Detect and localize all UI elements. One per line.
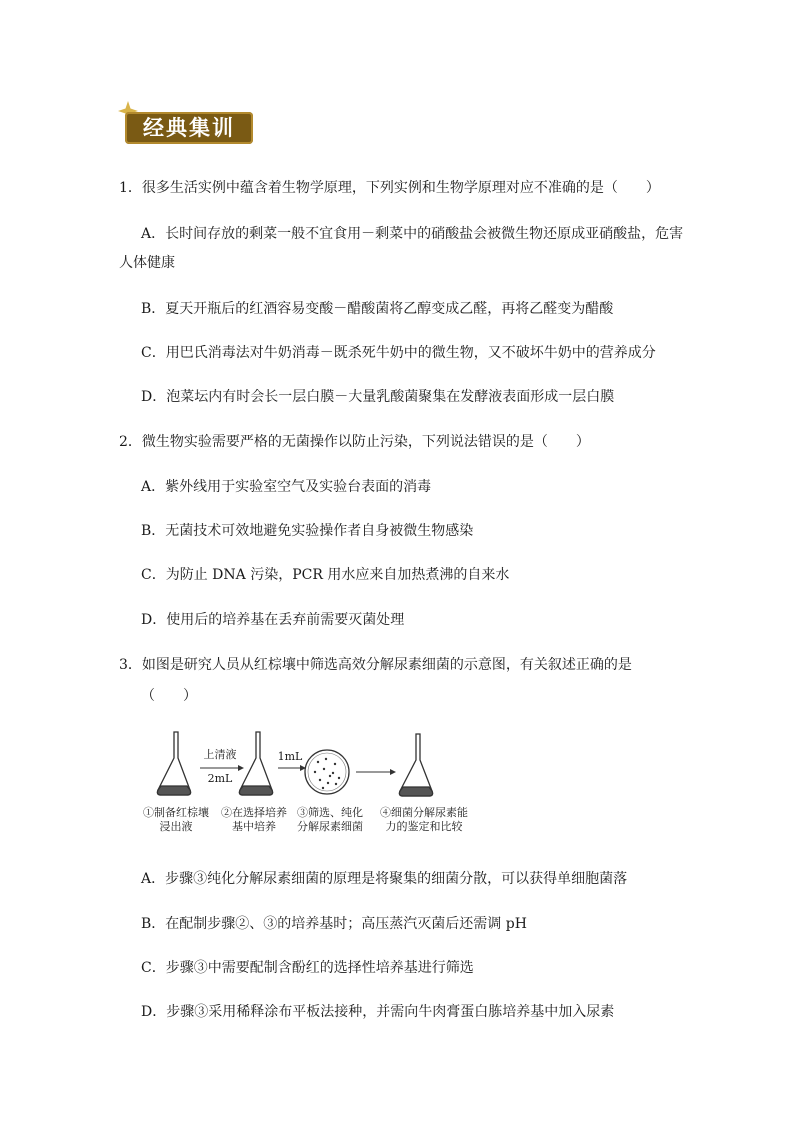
flask-3-icon (399, 734, 432, 796)
q2-option-c: C．为防止 DNA 污染，PCR 用水应来自加热煮沸的自来水 (141, 567, 510, 583)
caption-4-line2: 力的鉴定和比较 (385, 820, 463, 833)
caption-4-line1: ④细菌分解尿素能 (380, 806, 468, 819)
diagram-drawing (140, 728, 480, 808)
caption-1-line2: 浸出液 (159, 820, 193, 833)
flask-2-icon (239, 732, 272, 795)
question-2-stem: 2．微生物实验需要严格的无菌操作以防止污染，下列说法错误的是（ ） (119, 434, 590, 450)
badge-box (125, 112, 253, 144)
caption-2-line2: 基中培养 (232, 820, 276, 833)
arrow-1 (200, 765, 244, 771)
experiment-diagram (140, 728, 480, 836)
q2-option-b: B．无菌技术可效地避免实验操作者自身被微生物感染 (141, 523, 474, 539)
question-1-stem: 1．很多生活实例中蕴含着生物学原理，下列实例和生物学原理对应不准确的是（ ） (119, 180, 660, 196)
section-badge (121, 106, 255, 146)
question-3-stem-cont: （ ） (141, 688, 197, 704)
arrow-2-label: 1mL (277, 750, 303, 763)
arrow-1-label-bottom: 2mL (207, 772, 233, 785)
caption-1-line1: ①制备红棕壤 (143, 806, 209, 819)
arrow-3 (356, 769, 396, 775)
q3-option-b: B．在配制步骤②、③的培养基时；高压蒸汽灭菌后还需调 pH (141, 916, 527, 932)
q3-option-a: A．步骤③纯化分解尿素细菌的原理是将聚集的细菌分散，可以获得单细胞菌落 (141, 871, 628, 887)
q3-option-d: D．步骤③采用稀释涂布平板法接种，并需向牛肉膏蛋白胨培养基中加入尿素 (141, 1004, 615, 1020)
petri-dish-icon (305, 750, 349, 794)
arrow-1-label-top: 上清液 (203, 748, 237, 761)
caption-3-line2: 分解尿素细菌 (297, 820, 363, 833)
q1-option-a: A．长时间存放的剩菜一般不宜食用－剩菜中的硝酸盐会被微生物还原成亚硝酸盐，危害 (141, 226, 684, 242)
q2-option-d: D．使用后的培养基在丢弃前需要灭菌处理 (141, 612, 405, 628)
q3-option-c: C．步骤③中需要配制含酚红的选择性培养基进行筛选 (141, 960, 474, 976)
caption-2-line1: ②在选择培养 (221, 806, 287, 819)
flask-1-icon (157, 732, 190, 795)
caption-3-line1: ③筛选、纯化 (297, 806, 363, 819)
q1-option-b: B．夏天开瓶后的红酒容易变酸－醋酸菌将乙醇变成乙醛，再将乙醛变为醋酸 (141, 301, 614, 317)
q1-option-a-cont: 人体健康 (119, 255, 175, 271)
q1-option-d: D．泡菜坛内有时会长一层白膜－大量乳酸菌聚集在发酵液表面形成一层白膜 (141, 389, 615, 405)
q2-option-a: A．紫外线用于实验室空气及实验台表面的消毒 (141, 479, 432, 495)
arrow-2 (278, 765, 306, 771)
q1-option-c: C．用巴氏消毒法对牛奶消毒－既杀死牛奶中的微生物，又不破坏牛奶中的营养成分 (141, 345, 656, 361)
question-3-stem: 3．如图是研究人员从红棕壤中筛选高效分解尿素细菌的示意图，有关叙述正确的是 (119, 657, 632, 673)
badge-label: 经典集训 (143, 116, 235, 140)
